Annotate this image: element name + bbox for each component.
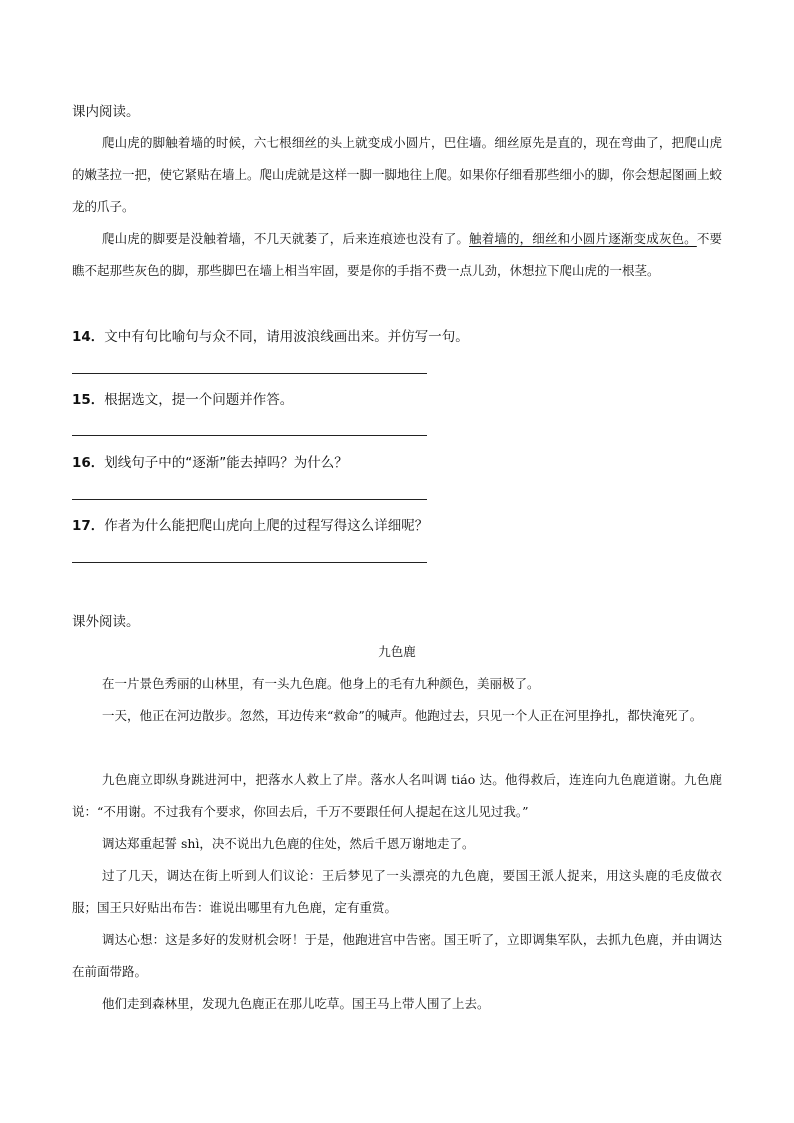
passage-text: 爬山虎的脚要是没触着墙，不几天就萎了，后来连痕迹也没有了。 [102,231,470,246]
passage-text: 不要瞧不起那些灰色的脚，那些脚巴在墙上相当牢固，要是你的手指不费一点儿劲，休想拉下爬山虎的一根茎。 [72,231,722,278]
question-number: 15 [72,392,91,408]
story-paragraph-5: 过了几天，调达在街上听到人们议论：王后梦见了一头漂亮的九色鹿，要国王派人捉来，用这头鹿的毛皮做衣服；国王只好贴出布告：谁说出哪里有九色鹿，定有重赏。 [72,868,722,915]
story-paragraph-6: 调达心想：这是多好的发财机会呀！于是，他跑进宫中告密。国王听了，立即调集军队，去抓九色鹿，并由调达在前面带路。 [72,932,722,979]
question-14: 14．文中有句比喻句与众不同，请用波浪线画出来。并仿写一句。 [72,329,469,345]
story-title: 九色鹿 [378,644,416,659]
section-heading-in-class: 课内阅读。 [72,104,140,120]
story-paragraph-4: 调达郑重起誓 shì，决不说出九色鹿的住处，然后千恩万谢地走了。 [102,836,475,851]
question-number: 14 [72,329,91,345]
underlined-sentence: 触着墙的，细丝和小圆片逐渐变成灰色。 [469,231,697,246]
question-17: 17．作者为什么能把爬山虎向上爬的过程写得这么详细呢？ [72,518,429,534]
answer-line-14[interactable] [72,373,427,374]
passage-paragraph-2 [72,223,722,287]
answer-line-15[interactable] [72,435,427,436]
passage-paragraph-1: 爬山虎的脚触着墙的时候，六七根细丝的头上就变成小圆片，巴住墙。细丝原先是直的，现在弯曲了，把爬山虎的嫩茎拉一把，使它紧贴在墙上。爬山虎就是这样一脚一脚地往上爬。如果你仔细看那些细小的脚，你会想起图画上蛟龙的爪子。 [72,135,723,214]
question-16: 16．划线句子中的“逐渐”能去掉吗？为什么？ [72,455,348,471]
question-text: 文中有句比喻句与众不同，请用波浪线画出来。并仿写一句。 [104,329,469,345]
answer-line-17[interactable] [72,562,427,563]
question-text: 作者为什么能把爬山虎向上爬的过程写得这么详细呢？ [104,518,429,534]
story-paragraph-7: 他们走到森林里，发现九色鹿正在那儿吃草。国王马上带人围了上去。 [102,996,490,1011]
question-number: 16 [72,455,91,471]
story-paragraph-1: 在一片景色秀丽的山林里，有一头九色鹿。他身上的毛有九种颜色，美丽极了。 [102,676,540,691]
question-text: 根据选文，提一个问题并作答。 [104,392,294,408]
answer-line-16[interactable] [72,499,427,500]
question-text: 划线句子中的“逐渐”能去掉吗？为什么？ [104,455,348,471]
section-heading-extracurricular: 课外阅读。 [72,614,140,630]
question-15: 15．根据选文，提一个问题并作答。 [72,392,294,408]
story-paragraph-3: 九色鹿立即纵身跳进河中，把落水人救上了岸。落水人名叫调 tiáo 达。他得救后，连连向九色鹿道谢。九色鹿说：“不用谢。不过我有个要求，你回去后，千万不要跟任何人提起在这儿见过我。” [72,772,722,819]
story-paragraph-2: 一天，他正在河边散步。忽然，耳边传来“救命”的喊声。他跑过去，只见一个人正在河里挣扎，都快淹死了。 [102,708,703,723]
question-number: 17 [72,518,91,534]
